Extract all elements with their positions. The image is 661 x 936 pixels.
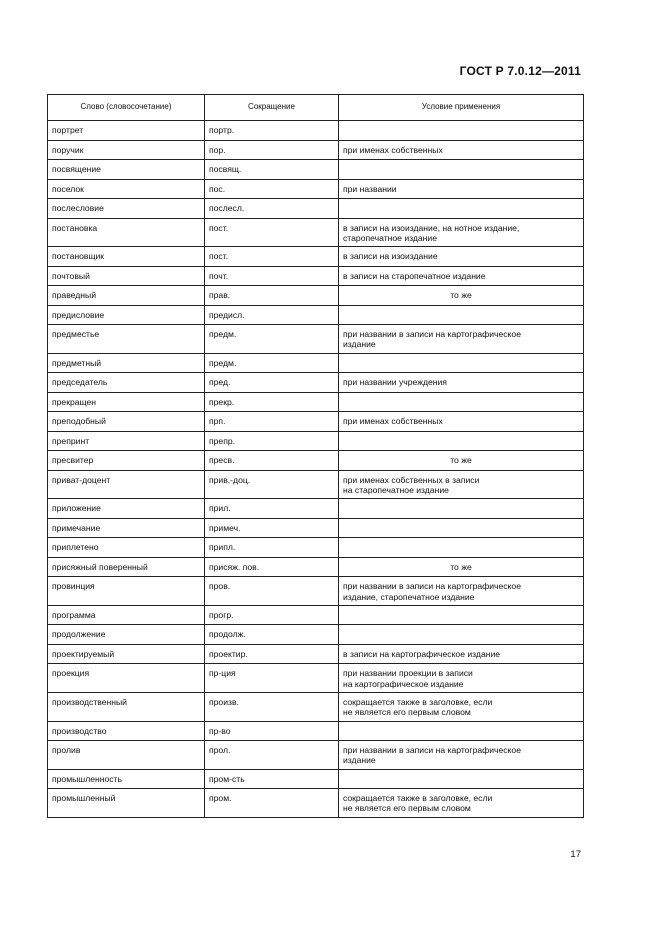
cell-condition <box>339 160 584 180</box>
cell-abbreviation: прекр. <box>205 392 339 412</box>
cell-word: праведный <box>48 286 205 306</box>
table-row <box>48 769 584 789</box>
table-row <box>48 692 584 721</box>
cell-condition <box>339 499 584 519</box>
cell-word: производственный <box>48 692 205 721</box>
cell-abbreviation: пров. <box>205 577 339 606</box>
cell-word: постановщик <box>48 247 205 267</box>
table-header-row <box>48 95 584 121</box>
cell-abbreviation: прогр. <box>205 605 339 625</box>
table-row <box>48 247 584 267</box>
cell-word: производство <box>48 721 205 741</box>
cell-condition <box>339 392 584 412</box>
cell-condition: при именах собственных в записи на старопечатное издание <box>339 470 584 499</box>
cell-condition: в записи на старопечатное издание <box>339 266 584 286</box>
table-row <box>48 305 584 325</box>
cell-abbreviation: предисл. <box>205 305 339 325</box>
cell-word: проектируемый <box>48 644 205 664</box>
cell-condition <box>339 605 584 625</box>
column-header-condition: Условие применения <box>339 95 584 121</box>
cell-condition <box>339 721 584 741</box>
cell-condition: то же <box>339 451 584 471</box>
table-row <box>48 179 584 199</box>
cell-word: председатель <box>48 373 205 393</box>
table-row <box>48 325 584 354</box>
table-row <box>48 286 584 306</box>
cell-condition: при названии в записи на картографическое издание, старопечатное издание <box>339 577 584 606</box>
cell-word: промышленность <box>48 769 205 789</box>
table-row <box>48 741 584 770</box>
table-row <box>48 625 584 645</box>
cell-condition: при названии проекции в записи на картографическое издание <box>339 664 584 693</box>
cell-condition <box>339 353 584 373</box>
cell-abbreviation: посвящ. <box>205 160 339 180</box>
cell-word: препринт <box>48 431 205 451</box>
cell-word: пролив <box>48 741 205 770</box>
cell-word: предисловие <box>48 305 205 325</box>
cell-abbreviation: продолж. <box>205 625 339 645</box>
cell-condition: в записи на изоиздание, на нотное издание, старопечатное издание <box>339 218 584 247</box>
cell-word: почтовый <box>48 266 205 286</box>
cell-abbreviation: пост. <box>205 218 339 247</box>
cell-word: поселок <box>48 179 205 199</box>
cell-word: промышленный <box>48 789 205 818</box>
cell-word: постановка <box>48 218 205 247</box>
cell-word: поручик <box>48 140 205 160</box>
table-row <box>48 518 584 538</box>
table-row <box>48 266 584 286</box>
cell-abbreviation: прп. <box>205 412 339 432</box>
table-row <box>48 499 584 519</box>
table-row <box>48 140 584 160</box>
table-row <box>48 577 584 606</box>
cell-condition: то же <box>339 286 584 306</box>
cell-abbreviation: послесл. <box>205 199 339 219</box>
table-row <box>48 353 584 373</box>
table-row <box>48 121 584 141</box>
cell-word: преподобный <box>48 412 205 432</box>
column-header-word: Слово (словосочетание) <box>48 95 205 121</box>
cell-abbreviation: пор. <box>205 140 339 160</box>
cell-abbreviation: пресв. <box>205 451 339 471</box>
cell-word: присяжный поверенный <box>48 557 205 577</box>
cell-abbreviation: прил. <box>205 499 339 519</box>
table-row <box>48 431 584 451</box>
document-code: ГОСТ Р 7.0.12—2011 <box>459 64 581 78</box>
cell-condition <box>339 199 584 219</box>
cell-word: проекция <box>48 664 205 693</box>
cell-abbreviation: предм. <box>205 353 339 373</box>
cell-abbreviation: проектир. <box>205 644 339 664</box>
table-row <box>48 557 584 577</box>
cell-condition: то же <box>339 557 584 577</box>
cell-word: портрет <box>48 121 205 141</box>
cell-condition: при названии учреждения <box>339 373 584 393</box>
table-row <box>48 451 584 471</box>
cell-abbreviation: пред. <box>205 373 339 393</box>
table-row <box>48 664 584 693</box>
cell-abbreviation: примеч. <box>205 518 339 538</box>
cell-abbreviation: прив.-доц. <box>205 470 339 499</box>
cell-abbreviation: прав. <box>205 286 339 306</box>
page-number: 17 <box>570 849 581 860</box>
table-row <box>48 412 584 432</box>
cell-word: приват-доцент <box>48 470 205 499</box>
cell-condition: сокращается также в заголовке, если не является его первым словом <box>339 789 584 818</box>
table-row <box>48 392 584 412</box>
cell-condition <box>339 769 584 789</box>
cell-condition: при названии в записи на картографическое издание <box>339 325 584 354</box>
cell-condition <box>339 431 584 451</box>
cell-condition <box>339 625 584 645</box>
cell-condition: при именах собственных <box>339 412 584 432</box>
cell-word: предметный <box>48 353 205 373</box>
cell-abbreviation: пром. <box>205 789 339 818</box>
cell-word: продолжение <box>48 625 205 645</box>
table-row <box>48 538 584 558</box>
table-body <box>48 121 584 818</box>
cell-word: примечание <box>48 518 205 538</box>
table-row <box>48 218 584 247</box>
cell-condition: в записи на картографическое издание <box>339 644 584 664</box>
cell-abbreviation: пост. <box>205 247 339 267</box>
cell-abbreviation: почт. <box>205 266 339 286</box>
cell-word: послесловие <box>48 199 205 219</box>
cell-word: провинция <box>48 577 205 606</box>
cell-condition <box>339 538 584 558</box>
abbreviations-table <box>47 94 584 818</box>
cell-condition <box>339 121 584 141</box>
cell-abbreviation: пром-сть <box>205 769 339 789</box>
table-row <box>48 160 584 180</box>
cell-condition: при именах собственных <box>339 140 584 160</box>
cell-word: предместье <box>48 325 205 354</box>
cell-condition: при названии в записи на картографическое издание <box>339 741 584 770</box>
column-header-abbreviation: Сокращение <box>205 95 339 121</box>
cell-word: приплетено <box>48 538 205 558</box>
cell-condition <box>339 518 584 538</box>
cell-abbreviation: препр. <box>205 431 339 451</box>
cell-abbreviation: портр. <box>205 121 339 141</box>
cell-abbreviation: произв. <box>205 692 339 721</box>
table-row <box>48 721 584 741</box>
cell-word: программа <box>48 605 205 625</box>
table-row <box>48 644 584 664</box>
cell-word: посвящение <box>48 160 205 180</box>
cell-abbreviation: предм. <box>205 325 339 354</box>
cell-word: приложение <box>48 499 205 519</box>
cell-word: прекращен <box>48 392 205 412</box>
cell-abbreviation: припл. <box>205 538 339 558</box>
cell-abbreviation: прол. <box>205 741 339 770</box>
cell-condition: в записи на изоиздание <box>339 247 584 267</box>
table-row <box>48 605 584 625</box>
cell-abbreviation: пос. <box>205 179 339 199</box>
cell-word: пресвитер <box>48 451 205 471</box>
cell-abbreviation: присяж. пов. <box>205 557 339 577</box>
cell-condition <box>339 305 584 325</box>
cell-condition: при названии <box>339 179 584 199</box>
table-row <box>48 470 584 499</box>
cell-abbreviation: пр-во <box>205 721 339 741</box>
cell-abbreviation: пр-ция <box>205 664 339 693</box>
table-row <box>48 789 584 818</box>
table-row <box>48 373 584 393</box>
table-row <box>48 199 584 219</box>
cell-condition: сокращается также в заголовке, если не является его первым словом <box>339 692 584 721</box>
